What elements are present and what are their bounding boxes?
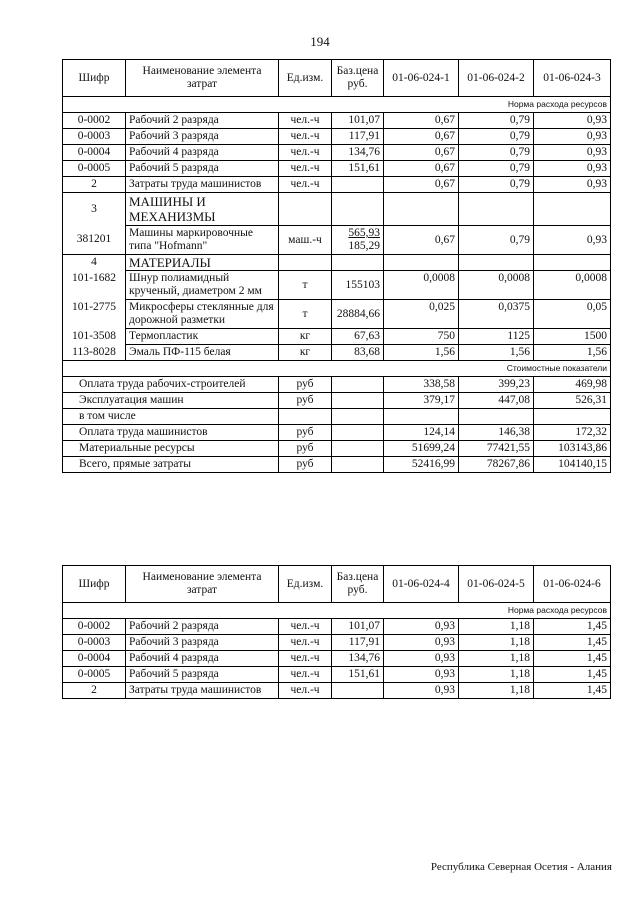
table-header-row: [63, 60, 611, 97]
row-value-1: 1,56: [384, 345, 459, 361]
cost-price: [332, 393, 384, 409]
header-code: Шифр: [63, 566, 126, 603]
row-value-2: 1,18: [459, 683, 534, 699]
cost-unit: [279, 409, 332, 425]
resource-table-2: [62, 565, 611, 699]
cost-price: [332, 441, 384, 457]
cost-price: [332, 457, 384, 473]
header-col-6: 01-06-024-6: [534, 566, 611, 603]
cost-row: [63, 425, 611, 441]
cost-value-1: 379,17: [384, 393, 459, 409]
table-row: [63, 161, 611, 177]
row-value-3: 1,45: [534, 635, 611, 651]
row-code: 0-0004: [63, 651, 126, 667]
row-value-3: 0,0008: [534, 271, 611, 300]
row-code: 101-1682: [63, 271, 126, 300]
row-value-2: 0,79: [459, 113, 534, 129]
cost-value-3: 103143,86: [534, 441, 611, 457]
cost-value-1: 52416,99: [384, 457, 459, 473]
price-bottom: 185,29: [348, 240, 380, 252]
table-row: [63, 145, 611, 161]
section-code: 3: [63, 193, 126, 226]
footer-region: Республика Северная Осетия - Алания: [430, 861, 612, 873]
row-value-2: 0,0008: [459, 271, 534, 300]
row-value-2: 0,79: [459, 145, 534, 161]
row-code: 0-0002: [63, 113, 126, 129]
row-name: Шнур полиамидный крученый, диаметром 2 мм: [126, 271, 279, 300]
header-unit: Ед.изм.: [279, 566, 332, 603]
row-value-3: 1500: [534, 329, 611, 345]
row-price: 151,61: [332, 161, 384, 177]
row-unit: чел.-ч: [279, 683, 332, 699]
row-name: Рабочий 5 разряда: [126, 667, 279, 683]
price-top: 565,93: [348, 227, 380, 239]
row-value-1: 0,0008: [384, 271, 459, 300]
table-row: [63, 300, 611, 329]
header-name: Наименование элемента затрат: [126, 566, 279, 603]
row-value-2: 0,79: [459, 129, 534, 145]
cost-value-1: 338,58: [384, 377, 459, 393]
cost-row: [63, 409, 611, 425]
row-unit: чел.-ч: [279, 619, 332, 635]
header-col-5: 01-06-024-5: [459, 566, 534, 603]
row-price: 101,07: [332, 113, 384, 129]
cost-value-2: 77421,55: [459, 441, 534, 457]
row-unit: чел.-ч: [279, 651, 332, 667]
cost-value-2: 447,08: [459, 393, 534, 409]
section-title: МАТЕРИАЛЫ: [126, 255, 279, 271]
cost-value-3: 104140,15: [534, 457, 611, 473]
row-price: 101,07: [332, 619, 384, 635]
header-col-4: 01-06-024-4: [384, 566, 459, 603]
row-value-1: 0,93: [384, 619, 459, 635]
row-value-1: 0,025: [384, 300, 459, 329]
table-header-row: [63, 566, 611, 603]
cost-value-1: [384, 409, 459, 425]
row-code: 2: [63, 683, 126, 699]
row-value-3: 0,93: [534, 226, 611, 255]
row-unit: чел.-ч: [279, 667, 332, 683]
table-row: [63, 177, 611, 193]
row-value-2: 1,18: [459, 635, 534, 651]
cost-row: [63, 377, 611, 393]
header-price: Баз.цена руб.: [332, 566, 384, 603]
table-row: [63, 113, 611, 129]
cost-value-3: 469,98: [534, 377, 611, 393]
row-value-1: 0,67: [384, 145, 459, 161]
table-row: [63, 651, 611, 667]
row-name: Эмаль ПФ-115 белая: [126, 345, 279, 361]
row-value-1: 0,93: [384, 635, 459, 651]
cost-unit: руб: [279, 425, 332, 441]
row-value-1: 0,93: [384, 651, 459, 667]
row-price: [332, 226, 384, 255]
row-code: 2: [63, 177, 126, 193]
row-price: 134,76: [332, 145, 384, 161]
cost-row: [63, 457, 611, 473]
row-unit: чел.-ч: [279, 129, 332, 145]
row-name: Рабочий 5 разряда: [126, 161, 279, 177]
row-value-3: 0,93: [534, 177, 611, 193]
row-value-2: 0,79: [459, 226, 534, 255]
row-value-1: 0,67: [384, 226, 459, 255]
row-unit: т: [279, 300, 332, 329]
row-price: 83,68: [332, 345, 384, 361]
norm-label: Норма расхода ресурсов: [63, 603, 611, 619]
cost-name: Оплата труда машинистов: [63, 425, 279, 441]
cost-name: Оплата труда рабочих-строителей: [63, 377, 279, 393]
row-value-3: 1,45: [534, 651, 611, 667]
row-name: Рабочий 3 разряда: [126, 635, 279, 651]
cost-value-3: [534, 409, 611, 425]
row-code: 381201: [63, 226, 126, 255]
row-unit: маш.-ч: [279, 226, 332, 255]
cost-unit: руб: [279, 377, 332, 393]
row-unit: чел.-ч: [279, 145, 332, 161]
row-unit: чел.-ч: [279, 635, 332, 651]
row-name: Рабочий 4 разряда: [126, 145, 279, 161]
row-code: 0-0005: [63, 667, 126, 683]
row-unit: чел.-ч: [279, 113, 332, 129]
norm-label-row: [63, 97, 611, 113]
row-unit: чел.-ч: [279, 161, 332, 177]
row-name: Машины маркировочные типа "Hofmann": [126, 226, 279, 255]
table-row: [63, 683, 611, 699]
section-code: 4: [63, 255, 126, 271]
header-price: Баз.цена руб.: [332, 60, 384, 97]
row-value-3: 0,93: [534, 129, 611, 145]
header-col-2: 01-06-024-2: [459, 60, 534, 97]
norm-label-row: [63, 603, 611, 619]
row-code: 101-2775: [63, 300, 126, 329]
header-col-3: 01-06-024-3: [534, 60, 611, 97]
row-name: Термопластик: [126, 329, 279, 345]
table-row: [63, 635, 611, 651]
row-price: 155103: [332, 271, 384, 300]
cost-unit: руб: [279, 393, 332, 409]
row-code: 0-0003: [63, 129, 126, 145]
row-unit: т: [279, 271, 332, 300]
table-row: [63, 329, 611, 345]
section-row-machines: [63, 193, 611, 226]
row-value-1: 0,93: [384, 667, 459, 683]
row-price: 134,76: [332, 651, 384, 667]
row-value-3: 1,45: [534, 683, 611, 699]
row-name: Затраты труда машинистов: [126, 177, 279, 193]
row-value-3: 0,05: [534, 300, 611, 329]
row-value-2: 1125: [459, 329, 534, 345]
header-unit: Ед.изм.: [279, 60, 332, 97]
row-value-3: 0,93: [534, 161, 611, 177]
cost-row: [63, 393, 611, 409]
cost-name: Эксплуатация машин: [63, 393, 279, 409]
row-value-2: 1,18: [459, 619, 534, 635]
row-unit: кг: [279, 345, 332, 361]
row-name: Рабочий 2 разряда: [126, 619, 279, 635]
resource-table-1: [62, 59, 611, 473]
row-code: 101-3508: [63, 329, 126, 345]
row-price: [332, 177, 384, 193]
row-value-1: 0,67: [384, 177, 459, 193]
row-unit: кг: [279, 329, 332, 345]
cost-value-1: 51699,24: [384, 441, 459, 457]
row-unit: чел.-ч: [279, 177, 332, 193]
row-value-1: 0,67: [384, 113, 459, 129]
header-col-1: 01-06-024-1: [384, 60, 459, 97]
row-value-1: 0,93: [384, 683, 459, 699]
row-price: 117,91: [332, 635, 384, 651]
row-value-2: 1,56: [459, 345, 534, 361]
cost-value-3: 526,31: [534, 393, 611, 409]
row-name: Рабочий 4 разряда: [126, 651, 279, 667]
row-name: Микросферы стеклянные для дорожной разметки: [126, 300, 279, 329]
row-price: 28884,66: [332, 300, 384, 329]
row-name: Рабочий 3 разряда: [126, 129, 279, 145]
table-row: [63, 271, 611, 300]
cost-name: в том числе: [63, 409, 279, 425]
cost-label: Стоимостные показатели: [63, 361, 611, 377]
cost-price: [332, 377, 384, 393]
row-value-2: 0,79: [459, 177, 534, 193]
cost-price: [332, 409, 384, 425]
norm-label: Норма расхода ресурсов: [63, 97, 611, 113]
row-value-3: 1,45: [534, 619, 611, 635]
cost-value-2: [459, 409, 534, 425]
row-code: 0-0004: [63, 145, 126, 161]
row-value-3: 0,93: [534, 145, 611, 161]
row-price: 67,63: [332, 329, 384, 345]
row-code: 0-0005: [63, 161, 126, 177]
header-code: Шифр: [63, 60, 126, 97]
table-row: [63, 619, 611, 635]
cost-price: [332, 425, 384, 441]
row-value-2: 0,0375: [459, 300, 534, 329]
row-value-3: 1,45: [534, 667, 611, 683]
row-code: 0-0003: [63, 635, 126, 651]
row-value-3: 0,93: [534, 113, 611, 129]
row-value-1: 750: [384, 329, 459, 345]
cost-value-3: 172,32: [534, 425, 611, 441]
header-name: Наименование элемента затрат: [126, 60, 279, 97]
table-row: [63, 667, 611, 683]
row-name: Затраты труда машинистов: [126, 683, 279, 699]
page-number: 194: [310, 34, 330, 49]
table-row: [63, 345, 611, 361]
row-code: 113-8028: [63, 345, 126, 361]
cost-value-2: 146,38: [459, 425, 534, 441]
row-value-2: 0,79: [459, 161, 534, 177]
cost-unit: руб: [279, 457, 332, 473]
cost-name: Материальные ресурсы: [63, 441, 279, 457]
table-row: [63, 226, 611, 255]
section-title: МАШИНЫ И МЕХАНИЗМЫ: [126, 193, 279, 226]
row-value-3: 1,56: [534, 345, 611, 361]
row-price: 151,61: [332, 667, 384, 683]
cost-value-1: 124,14: [384, 425, 459, 441]
cost-label-row: [63, 361, 611, 377]
cost-name: Всего, прямые затраты: [63, 457, 279, 473]
row-value-2: 1,18: [459, 651, 534, 667]
row-value-1: 0,67: [384, 129, 459, 145]
cost-value-2: 78267,86: [459, 457, 534, 473]
row-name: Рабочий 2 разряда: [126, 113, 279, 129]
cost-value-2: 399,23: [459, 377, 534, 393]
row-price: 117,91: [332, 129, 384, 145]
section-row-materials: [63, 255, 611, 271]
row-value-2: 1,18: [459, 667, 534, 683]
row-value-1: 0,67: [384, 161, 459, 177]
table-row: [63, 129, 611, 145]
cost-unit: руб: [279, 441, 332, 457]
row-price: [332, 683, 384, 699]
row-code: 0-0002: [63, 619, 126, 635]
cost-row: [63, 441, 611, 457]
